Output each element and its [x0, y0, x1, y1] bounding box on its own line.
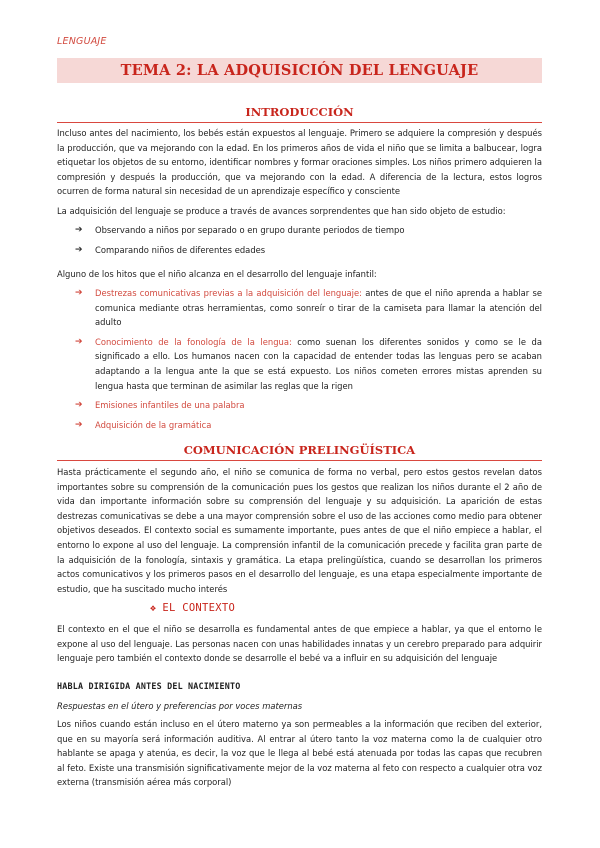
milestone-label: Emisiones infantiles de una palabra: [95, 400, 245, 411]
heading-introduccion: INTRODUCCIÓN: [57, 105, 542, 123]
milestones-intro: Alguno de los hitos que el niño alcanza en el desarrollo del lenguaje infantil:: [57, 269, 377, 279]
arrow-icon: ➔: [75, 225, 83, 235]
milestone-text: antes de que el niño aprenda a hablar se comunica mediante otras herramientas, como sonreír o tirar de la camiseta para llamar la atención del adulto: [95, 288, 542, 328]
list-item: [75, 335, 542, 393]
milestone-label: Destrezas comunicativas previas a la adquisición del lenguaje:: [95, 288, 362, 298]
heading-contexto: [150, 602, 235, 614]
page-title: TEMA 2: LA ADQUISICIÓN DEL LENGUAJE: [120, 62, 479, 79]
contexto-title: EL CONTEXTO: [162, 602, 236, 614]
study-item-text: Observando a niños por separado o en grupo durante periodos de tiempo: [95, 225, 405, 235]
heading-habla: HABLA DIRIGIDA ANTES DEL NACIMIENTO: [57, 681, 241, 691]
study-item-text: Comparando niños de diferentes edades: [95, 244, 266, 255]
heading-prelinguistica: COMUNICACIÓN PRELINGÜÍSTICA: [57, 443, 542, 461]
prelinguistica-paragraph: Hasta prácticamente el segundo año, el niño se comunica de forma no verbal, pero estos gestos revelan datos importantes sobre su comprensión de la comunicación pues los gestos que realizan los niños durante el 2 año de vida dan importante información sobre su comprensión del lenguaje y su adquisición. La aparición de estas destrezas comunicativas se debe a una mayor comprensión sobre el uso de las acciones como medio para obtener objetivos deseados. El contexto social es sumamente importante, pues antes de que el niño empiece a hablar, el entorno lo expone al uso del lenguaje. La comprensión infantil de la comunicación precede y facilita gran parte de la adquisición de la fonología, sintaxis y gramática. La etapa prelingüística, cuando se desarrollan los primeros actos comunicativos y los primeros pasos en el desarrollo del lenguaje, es una etapa especialmente importante de estudio, que ha suscitado mucho interés: [57, 467, 542, 594]
habla-paragraph: Los niños cuando están incluso en el útero materno ya son permeables a la información que reciben del exterior, que en su mayoría será información auditiva. Al entrar al útero tanto la voz materna como la de cualquier otro hablante se apaga y atenúa, es decir, la voz que le llega al bebé está atenuada por todas las capas que recubren al feto. Existe una transmisión significativamente mejor de la voz materna al feto con respecto a cualquier otra voz externa (transmisión aérea más corporal): [57, 719, 542, 788]
title-banner: [57, 58, 542, 83]
subheading-respuestas: Respuestas en el útero y preferencias por voces maternas: [57, 701, 303, 711]
intro-paragraph: Incluso antes del nacimiento, los bebés están expuestos al lenguaje. Primero se adquiere la compresión y después la producción, que va mejorando con la edad. En los primeros años de vida el niño que se limita a balbucear, logra etiquetar los objetos de su entorno, identificar nombres y formar oraciones simples. Los niños primero adquieren la compresión y después la producción, que va mejorando con la edad. A diferencia de la lectura, estos logros ocurren de forma natural sin necesidad de un aprendizaje específico y consciente: [57, 128, 542, 197]
list-item: [75, 243, 542, 258]
list-item: [75, 398, 542, 413]
list-item: [75, 418, 542, 433]
list-item: [75, 286, 542, 330]
list-item: [75, 223, 542, 238]
study-list: [75, 223, 542, 257]
milestones-list: [75, 286, 542, 432]
diamond-icon: ❖: [150, 603, 157, 614]
milestone-label: Conocimiento de la fonología de la lengua:: [95, 336, 292, 347]
arrow-icon: ➔: [75, 288, 83, 298]
arrow-icon: ➔: [75, 400, 83, 411]
arrow-icon: ➔: [75, 244, 83, 255]
arrow-icon: ➔: [75, 419, 83, 430]
milestone-text: como suenan los diferentes sonidos y como se le da significado a ello. Los humanos nacen con la capacidad de entender todas las lenguas pero se acaban adaptando a la lengua ante la que se está expuesto. Los niños cometen errores mistas aprenden su lengua hasta que terminan de asimilar las reglas que la rigen: [95, 336, 542, 391]
contexto-paragraph: El contexto en el que el niño se desarrolla es fundamental antes de que empiece a hablar, ya que el entorno le expone al uso del lenguaje. Las personas nacen con unas habilidades innatas y un cerebro preparado para adquirir lenguaje pero también el contexto donde se desarrolle el bebé va a influir en su adquisición del lenguaje: [57, 624, 542, 664]
arrow-icon: ➔: [75, 336, 83, 347]
milestone-label: Adquisición de la gramática: [95, 419, 212, 430]
subject-label: LENGUAJE: [57, 36, 107, 47]
study-intro: La adquisición del lenguaje se produce a través de avances sorprendentes que han sido objeto de estudio:: [57, 206, 506, 216]
